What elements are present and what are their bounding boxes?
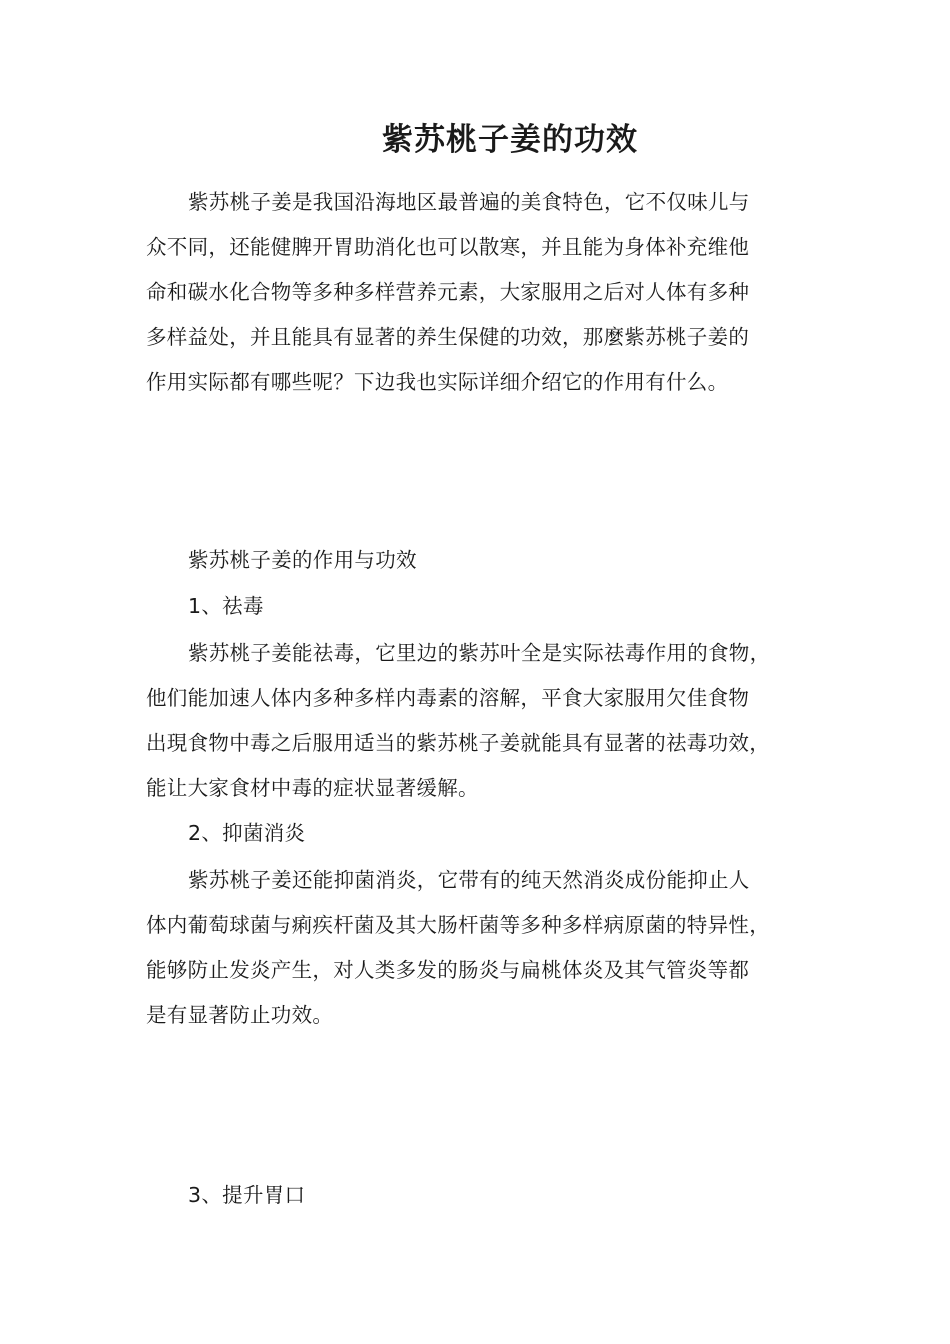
section-heading: 紫苏桃子姜的作用与功效 (188, 548, 417, 572)
item2-line-2: 体内葡萄球菌与痢疾杆菌及其大肠杆菌等多种多样病原菌的特异性， (146, 913, 770, 937)
item1-line-3: 出現食物中毒之后服用适当的紫苏桃子姜就能具有显著的祛毒功效， (146, 731, 770, 755)
intro-line-5: 作用实际都有哪些呢？下边我也实际详细介绍它的作用有什么。 (146, 370, 729, 394)
item2-line-1: 紫苏桃子姜还能抑菌消炎，它带有的纯天然消炎成份能抑止人 (188, 868, 750, 892)
item1-line-1: 紫苏桃子姜能祛毒，它里边的紫苏叶全是实际祛毒作用的食物， (188, 641, 771, 665)
item2-line-4: 是有显著防止功效。 (146, 1003, 334, 1027)
item1-line-2: 他们能加速人体内多种多样内毒素的溶解，平食大家服用欠佳食物 (146, 686, 750, 710)
intro-line-2: 众不同，还能健脾开胃助消化也可以散寒，并且能为身体补充维他 (146, 235, 750, 259)
intro-line-4: 多样益处，并且能具有显著的养生保健的功效，那麼紫苏桃子姜的 (146, 325, 750, 349)
item2-line-3: 能够防止发炎产生，对人类多发的肠炎与扁桃体炎及其气管炎等都 (146, 958, 750, 982)
intro-line-1: 紫苏桃子姜是我国沿海地区最普遍的美食特色，它不仅味儿与 (188, 190, 750, 214)
item3-heading: 3、提升胃口 (188, 1183, 306, 1207)
item1-heading: 1、祛毒 (188, 594, 264, 618)
intro-line-3: 命和碳水化合物等多种多样营养元素，大家服用之后对人体有多种 (146, 280, 750, 304)
item1-line-4: 能让大家食材中毒的症状显著缓解。 (146, 776, 479, 800)
item2-heading: 2、抑菌消炎 (188, 821, 306, 845)
document-title: 紫苏桃子姜的功效 (382, 122, 638, 158)
